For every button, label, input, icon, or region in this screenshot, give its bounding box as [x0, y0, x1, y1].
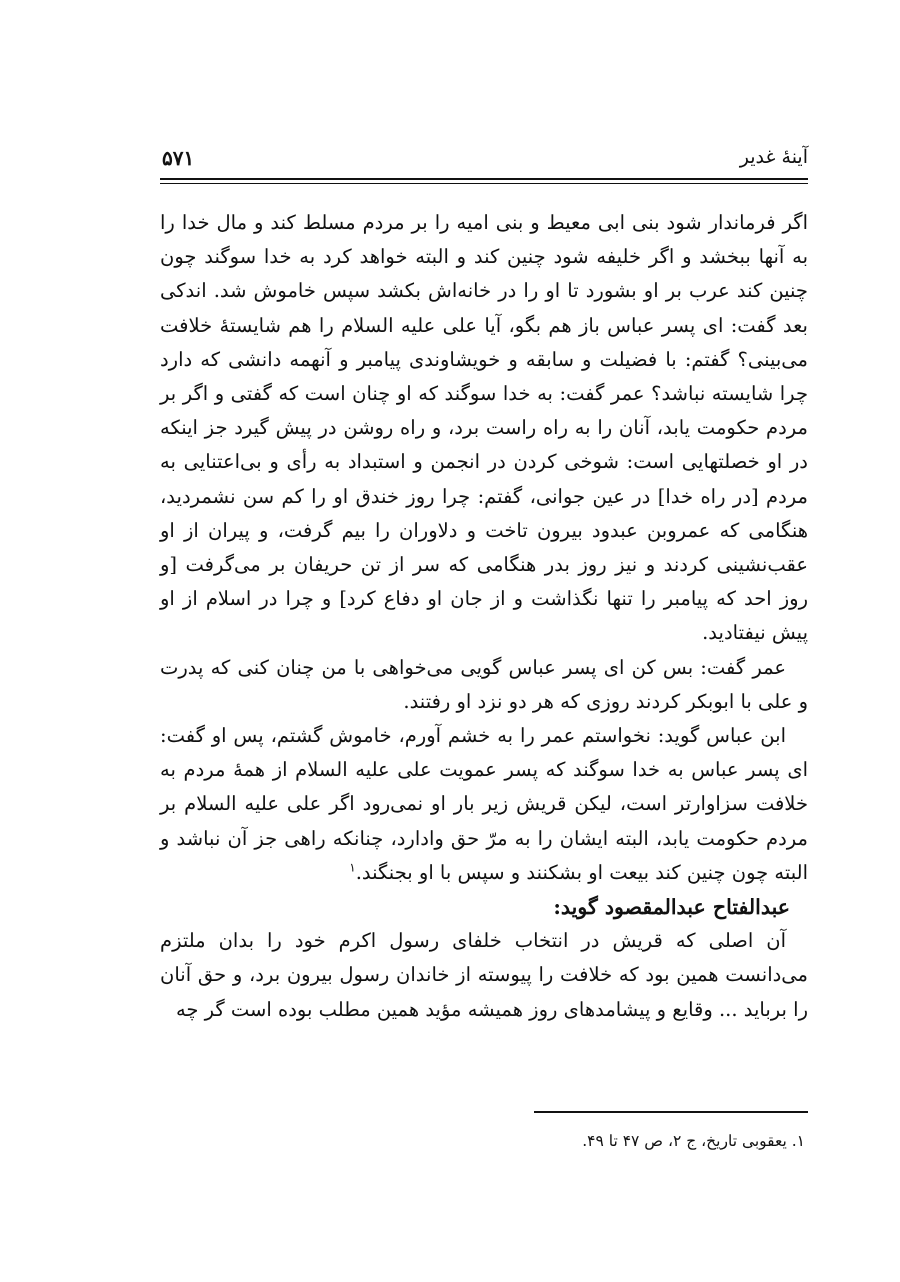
paragraph-1: اگر فرماندار شود بنی ابی معیط و بنی امیه را بر مردم مسلط کند و مال خدا را به آنها ببخشد و اگر خلیفه شود چنین کند و البته خواهد کرد به خدا سوگند چون چنین کند عرب بر او بشورد تا او را در خانه‌اش بکشد سپس خاموش شد. اندکی بعد گفت: ای پسر عباس باز هم بگو، آیا علی علیه السلام را هم شایستهٔ خلافت می‌بینی؟ گفتم: با فضیلت و سابقه و خویشاوندی پیامبر و آنهمه دانشی که دارد چرا شایسته نباشد؟ عمر گفت: به خدا سوگند که او چنان است که گفتی و اگر بر مردم حکومت یابد، آنان را به راه راست برد، و راه روشن در پیش گیرد جز اینکه در او خصلتهایی است: شوخی کردن در انجمن و استبداد به رأی و بی‌اعتنایی به مردم [در راه خدا] در عین جوانی، گفتم: چرا روز خندق او را کم سن نشمردید، هنگامی که عمروبن عبدود بیرون تاخت و دلاوران را بیم گرفت، و پیران از او عقب‌نشینی کردند و نیز روز بدر هنگامی که سر از تن حریفان بر می‌گرفت [و روز احد که پیامبر را تنها نگذاشت و از جان او دفاع کرد] و چرا در اسلام از او پیش نیفتادید. [160, 211, 808, 645]
page-header [160, 146, 808, 178]
footnote-ref: ۱ [349, 860, 356, 875]
body-text [160, 206, 808, 1027]
paragraph-4: آن اصلی که قریش در انتخاب خلفای رسول اکرم خود را بدان ملتزم می‌دانست همین بود که خلافت را پیوسته از خاندان رسول بیرون برد، و حق آنان را برباید ... وقایع و پیشامدهای روز همیشه مؤید همین مطلب بوده است گر چه [160, 929, 808, 1021]
paragraph-2: عمر گفت: بس کن ای پسر عباس گویی می‌خواهی با من چنان کنی که پدرت و علی با ابوبکر کردند روزی که هر دو نزد او رفتند. [160, 655, 808, 713]
header-rule-thin [160, 183, 808, 184]
header-rule [160, 178, 808, 180]
paragraph-3 [160, 719, 808, 890]
paragraph-3-text: ابن عباس گوید: نخواستم عمر را به خشم آورم، خاموش گشتم، پس او گفت: ای پسر عباس به خدا سوگند که پسر عمویت علی علیه السلام از همهٔ مردم به خلافت سزاوارتر است، لیکن قریش زیر بار او نمی‌رود اگر علی علیه السلام بر مردم حکومت یابد، البته ایشان را به مرّ حق وادارد، چنانکه راهی جز آن نباشد و البته چون چنین کند بیعت او بشکنند و سپس با او بجنگند. [160, 724, 808, 884]
footnote-separator [534, 1111, 808, 1113]
footnote: ۱. یعقوبی تاریخ، ج ۲، ص ۴۷ تا ۴۹. [582, 1132, 805, 1150]
running-title: آینهٔ غدیر [739, 146, 808, 168]
section-heading: عبدالفتاح عبدالمقصود گوید: [553, 895, 790, 920]
page-number: ۵۷۱ [162, 146, 195, 170]
